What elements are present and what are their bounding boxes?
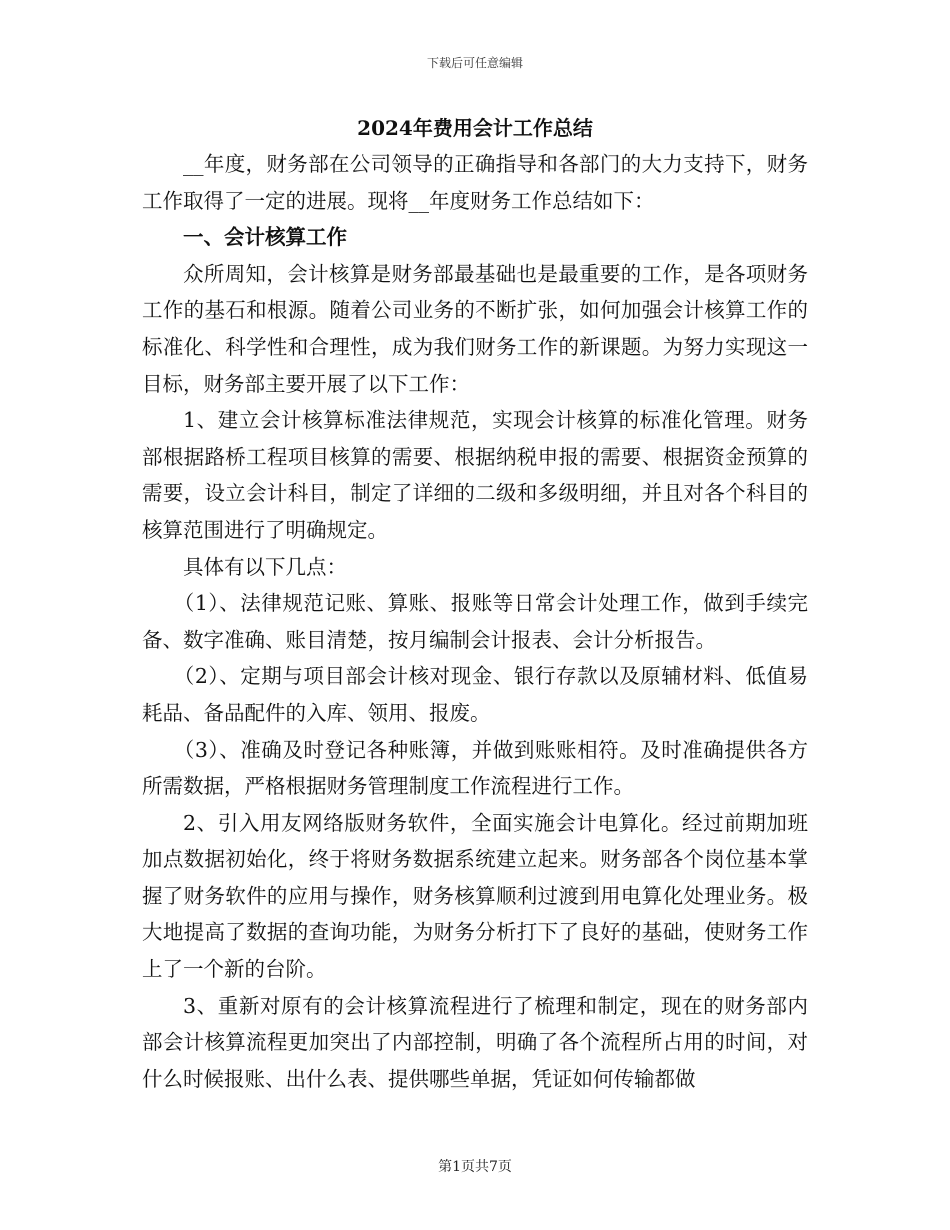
intro-paragraph: __年度，财务部在公司领导的正确指导和各部门的大力支持下，财务工作取得了一定的进展。现将__年度财务工作总结如下： bbox=[142, 152, 808, 213]
list-item: （1）、法律规范记账、算账、报账等日常会计处理工作，做到手续完备、数字准确、账目清楚，按月编制会计报表、会计分析报告。 bbox=[142, 591, 808, 652]
body-paragraph: 众所周知，会计核算是财务部最基础也是最重要的工作，是各项财务工作的基石和根源。随着公司业务的不断扩张，如何加强会计核算工作的标准化、科学性和合理性，成为我们财务工作的新课题。为努力实现这一目标，财务部主要开展了以下工作： bbox=[142, 261, 808, 396]
list-item: （3）、准确及时登记各种账簿，并做到账账相符。及时准确提供各方所需数据，严格根据财务管理制度工作流程进行工作。 bbox=[142, 737, 808, 799]
body-paragraph: 具体有以下几点： bbox=[183, 554, 347, 579]
section-heading-accounting: 一、会计核算工作 bbox=[183, 225, 347, 250]
page-header-note: 下载后可任意编辑 bbox=[426, 56, 523, 70]
document-title: 2024年费用会计工作总结 bbox=[357, 116, 593, 140]
page-footer-page-number: 第1页共7页 bbox=[438, 1159, 512, 1175]
body-paragraph: 1、建立会计核算标准法律规范，实现会计核算的标准化管理。财务部根据路桥工程项目核算的需要、根据纳税申报的需要、根据资金预算的需要，设立会计科目，制定了详细的二级和多级明细，并且对各个科目的核算范围进行了明确规定。 bbox=[142, 408, 808, 542]
body-paragraph: 2、引入用友网络版财务软件，全面实施会计电算化。经过前期加班加点数据初始化，终于将财务数据系统建立起来。财务部各个岗位基本掌握了财务软件的应用与操作，财务核算顺利过渡到用电算化处理业务。极大地提高了数据的查询功能，为财务分析打下了良好的基础，使财务工作上了一个新的台阶。 bbox=[142, 810, 808, 982]
body-paragraph: 3、重新对原有的会计核算流程进行了梳理和制定，现在的财务部内部会计核算流程更加突出了内部控制，明确了各个流程所占用的时间，对什么时候报账、出什么表、提供哪些单据，凭证如何传输都做 bbox=[142, 993, 808, 1091]
list-item: （2）、定期与项目部会计核对现金、银行存款以及原辅材料、低值易耗品、备品配件的入库、领用、报废。 bbox=[142, 664, 808, 725]
document-body bbox=[142, 146, 808, 1097]
